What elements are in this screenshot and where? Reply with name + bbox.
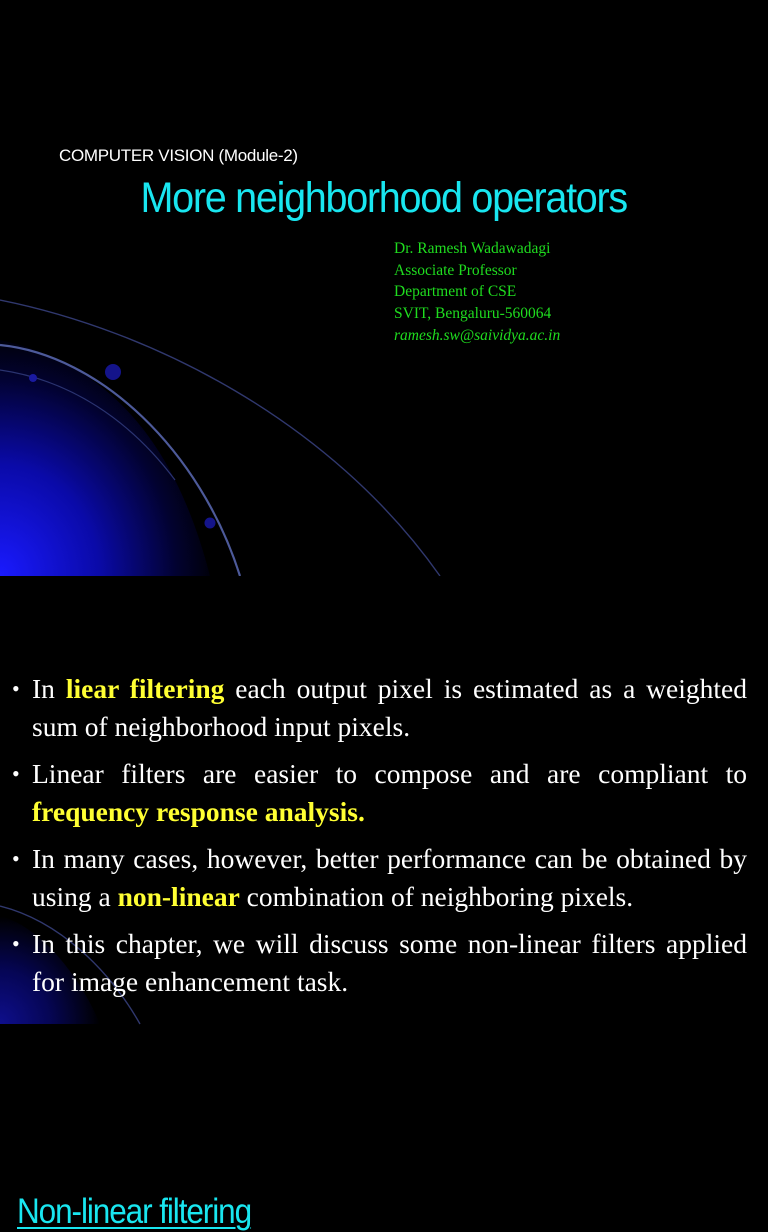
bullet-dot-icon: •: [12, 676, 20, 701]
bullet-item: [0, 925, 747, 1000]
bullet-highlight: non-linear: [117, 880, 240, 912]
arc-node: [205, 518, 216, 529]
bullet-dot-icon: •: [12, 846, 20, 871]
bullet-text: combination of neighboring pixels.: [239, 880, 634, 912]
bullet-highlight: liear filtering: [65, 673, 225, 704]
bullet-dot-icon: •: [12, 931, 20, 956]
course-label: COMPUTER VISION (Module-2): [59, 146, 298, 165]
content-slide: [0, 576, 768, 1231]
bullet-text: each output pixel is estimated as a weighted sum of neighborhood input pixels.: [32, 673, 747, 742]
bullet-list: [0, 670, 768, 1010]
bullet-item: [0, 670, 747, 745]
decorative-arc-graphic: [0, 0, 768, 576]
bullet-text: In many cases, however, better performance can be obtained by using a: [32, 843, 747, 912]
author-email: ramesh.sw@saividya.ac.in: [394, 326, 561, 344]
bullet-text: In: [32, 673, 66, 704]
bullet-item: [0, 755, 747, 830]
author-department: Department of CSE: [394, 283, 517, 301]
bullet-dot-icon: •: [12, 761, 20, 786]
bullet-text: In this chapter, we will discuss some non-linear filters applied for image enhancement task.: [32, 928, 747, 997]
arc-node: [29, 374, 37, 382]
author-institution: SVIT, Bengaluru-560064: [394, 305, 552, 323]
slide-title: More neighborhood operators: [140, 174, 627, 222]
arc-node: [105, 364, 121, 380]
title-slide: [0, 0, 768, 576]
slide-heading: Non-linear filtering: [17, 1192, 252, 1231]
bullet-highlight: frequency response analysis.: [32, 795, 365, 827]
bullet-item: [0, 840, 747, 915]
author-designation: Associate Professor: [394, 261, 517, 279]
bullet-text: Linear filters are easier to compose and are compliant to: [32, 758, 747, 789]
author-block: [394, 238, 560, 347]
author-name: Dr. Ramesh Wadawadagi: [394, 240, 551, 257]
